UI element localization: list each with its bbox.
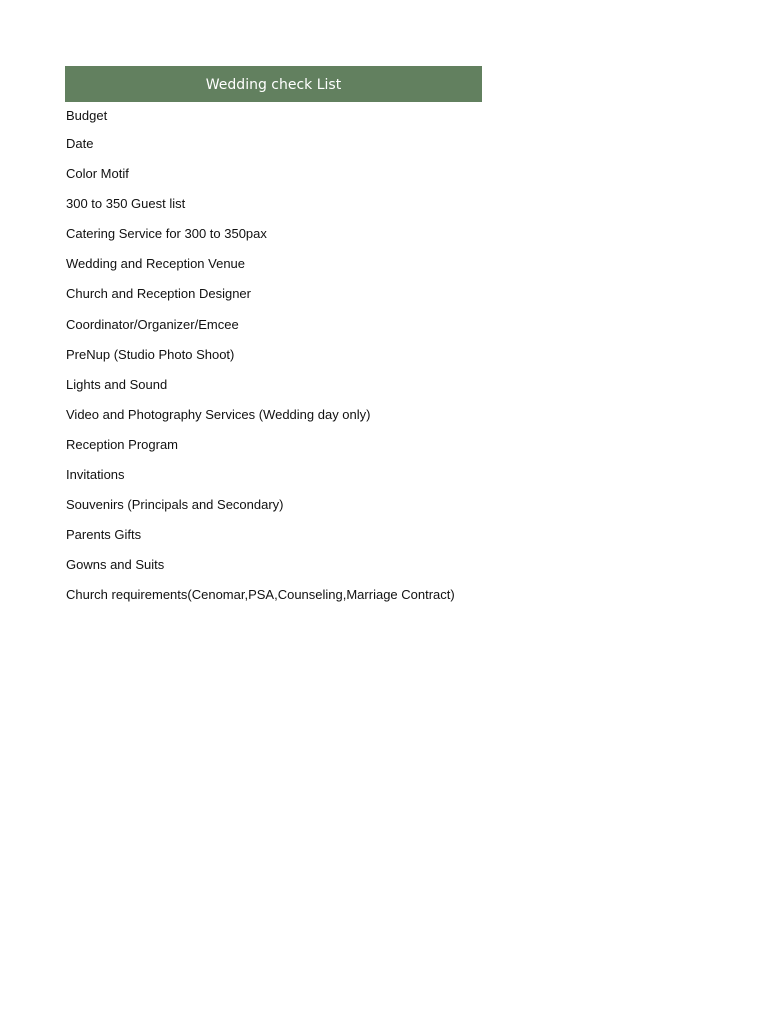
list-item: Video and Photography Services (Wedding day only)	[66, 406, 371, 422]
list-item: Church requirements(Cenomar,PSA,Counseling,Marriage Contract)	[66, 587, 455, 603]
checklist-items	[65, 102, 482, 612]
list-item: Parents Gifts	[66, 527, 142, 543]
checklist-title: Wedding check List	[65, 66, 482, 102]
list-item: PreNup (Studio Photo Shoot)	[66, 346, 235, 362]
list-item: Date	[66, 136, 94, 151]
list-item: Budget	[66, 108, 108, 123]
list-item: Church and Reception Designer	[66, 286, 251, 302]
list-item: Gowns and Suits	[66, 557, 165, 573]
list-item: 300 to 350 Guest list	[66, 196, 186, 212]
list-item: Reception Program	[66, 436, 178, 452]
checklist-sheet	[65, 66, 482, 612]
list-item: Catering Service for 300 to 350pax	[66, 226, 267, 242]
list-item: Coordinator/Organizer/Emcee	[66, 316, 239, 332]
list-item: Color Motif	[66, 166, 129, 182]
list-item: Invitations	[66, 467, 125, 483]
list-item: Wedding and Reception Venue	[66, 256, 246, 272]
list-item: Souvenirs (Principals and Secondary)	[66, 497, 284, 513]
list-item: Lights and Sound	[66, 376, 168, 392]
